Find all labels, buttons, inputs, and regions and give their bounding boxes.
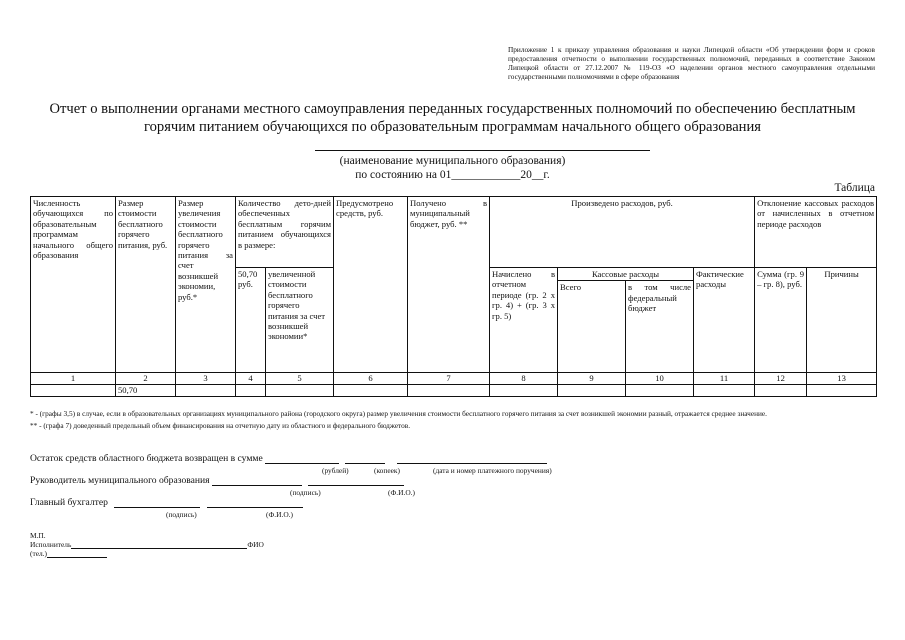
header-child-days-base: 50,70 руб. — [236, 268, 266, 373]
head-signature-field[interactable] — [212, 485, 302, 486]
payment-order-caption: (дата и номер платежного поручения) — [433, 466, 552, 475]
payment-order-field[interactable] — [397, 463, 547, 464]
header-child-days-increased: увеличенной стоимости бесплатного горячего питания за счет возникшей экономии* — [266, 268, 334, 373]
header-expenses: Произведено расходов, руб. — [490, 197, 755, 268]
phone-line: (тел.) — [30, 549, 264, 558]
cell-cost-increase[interactable] — [176, 385, 236, 396]
head-signature-line: Руководитель муниципального образования — [30, 475, 404, 486]
cell-planned[interactable] — [334, 385, 408, 396]
appendix-note: Приложение 1 к приказу управления образования и науки Липецкой области «Об утверждении форм и сроков предоставления отчетности о выполнении государственных полномочий, переданных в соответствие Законом Липецкой области от 27.12.2007 № 119-ОЗ «О наделении органов местного самоуправления отдельными государственными полномочиями в сфере образования — [508, 45, 875, 81]
header-deviation-sum: Сумма (гр. 9 – гр. 8), руб. — [755, 268, 807, 373]
accountant-signature-field[interactable] — [114, 507, 200, 508]
cell-received[interactable] — [408, 385, 490, 396]
head-signature-caption: (подпись) — [290, 488, 321, 497]
footnotes — [30, 409, 876, 430]
cell-days-increased[interactable] — [266, 385, 334, 396]
footnote-1: * - (графы 3,5) в случае, если в образовательных организациях муниципального района (городского округа) размер увеличения стоимости бесплатного горячего питания за счет возникшей экономии разный, отражается среднее значение. — [30, 409, 767, 418]
header-received-funds: Получено в муниципальный бюджет, руб. ** — [408, 197, 490, 373]
rubles-field[interactable] — [265, 463, 339, 464]
header-accrued: Начислено в отчетном периоде (гр. 2 х гр. 4) + (гр. 3 х гр. 5) — [490, 268, 558, 373]
accountant-signature-line: Главный бухгалтер — [30, 497, 303, 508]
header-meal-cost: Размер стоимости бесплатного горячего питания, руб. — [116, 197, 176, 373]
table-label: Таблица — [834, 182, 875, 194]
header-cash-total: Всего — [558, 281, 626, 373]
head-fio-field[interactable] — [308, 485, 404, 486]
accountant-fio-field[interactable] — [207, 507, 303, 508]
kopecks-caption: (копеек) — [374, 466, 400, 475]
header-child-days: Количество дето-дней обеспеченных бесплатным горячим питанием обучающихся в размере: — [236, 197, 334, 268]
cell-meal-cost[interactable]: 50,70 — [116, 385, 176, 396]
cell-cash-federal[interactable] — [626, 385, 694, 396]
header-actual-expenses: Фактические расходы — [694, 268, 755, 373]
head-fio-caption: (Ф.И.О.) — [388, 488, 415, 497]
column-numbers-row: 1 2 3 4 5 6 7 8 9 10 11 12 13 — [31, 373, 877, 385]
as-of-date: по состоянию на 01____________20__г. — [355, 169, 550, 181]
rubles-caption: (рублей) — [322, 466, 349, 475]
cell-actual[interactable] — [694, 385, 755, 396]
header-reasons: Причины — [807, 268, 877, 373]
remainder-line: Остаток средств областного бюджета возвращен в сумме — [30, 453, 547, 464]
header-cash-expenses: Кассовые расходы — [558, 268, 694, 281]
cell-deviation-sum[interactable] — [755, 385, 807, 396]
seal-mark: М.П. — [30, 531, 46, 540]
accountant-signature-caption: (подпись) — [166, 510, 197, 519]
kopecks-field[interactable] — [345, 463, 385, 464]
header-deviation: Отклонение кассовых расходов от начисленных в отчетном периоде расходов — [755, 197, 877, 268]
header-pupils-count: Численность обучающихся по образовательным программам начального общего образования — [31, 197, 116, 373]
executor-line: Исполнитель ФИО — [30, 540, 264, 549]
data-row[interactable] — [31, 385, 877, 396]
cell-pupils[interactable] — [31, 385, 116, 396]
municipality-label: (наименование муниципального образования) — [339, 155, 566, 167]
header-planned-funds: Предусмотрено средств, руб. — [334, 197, 408, 373]
header-cost-increase: Размер увеличения стоимости бесплатного горячего питания за счет возникшей экономии, руб.* — [176, 197, 236, 373]
report-table — [30, 196, 877, 397]
cell-days-base[interactable] — [236, 385, 266, 396]
seal-executor-block — [30, 531, 264, 558]
cell-reasons[interactable] — [807, 385, 877, 396]
municipality-name-line[interactable] — [315, 150, 650, 151]
cell-accrued[interactable] — [490, 385, 558, 396]
footnote-2: ** - (графа 7) доведенный предельный объем финансирования на отчетную дату из областного и федерального бюджетов. — [30, 421, 411, 430]
header-cash-federal: в том числе федеральный бюджет — [626, 281, 694, 373]
report-title: Отчет о выполнении органами местного самоуправления переданных государственных полномочий по обеспечению бесплатным горячим питанием обучающихся по образовательным программам начального общего образования — [49, 101, 856, 135]
cell-cash-total[interactable] — [558, 385, 626, 396]
accountant-fio-caption: (Ф.И.О.) — [266, 510, 293, 519]
phone-field[interactable] — [47, 557, 107, 558]
